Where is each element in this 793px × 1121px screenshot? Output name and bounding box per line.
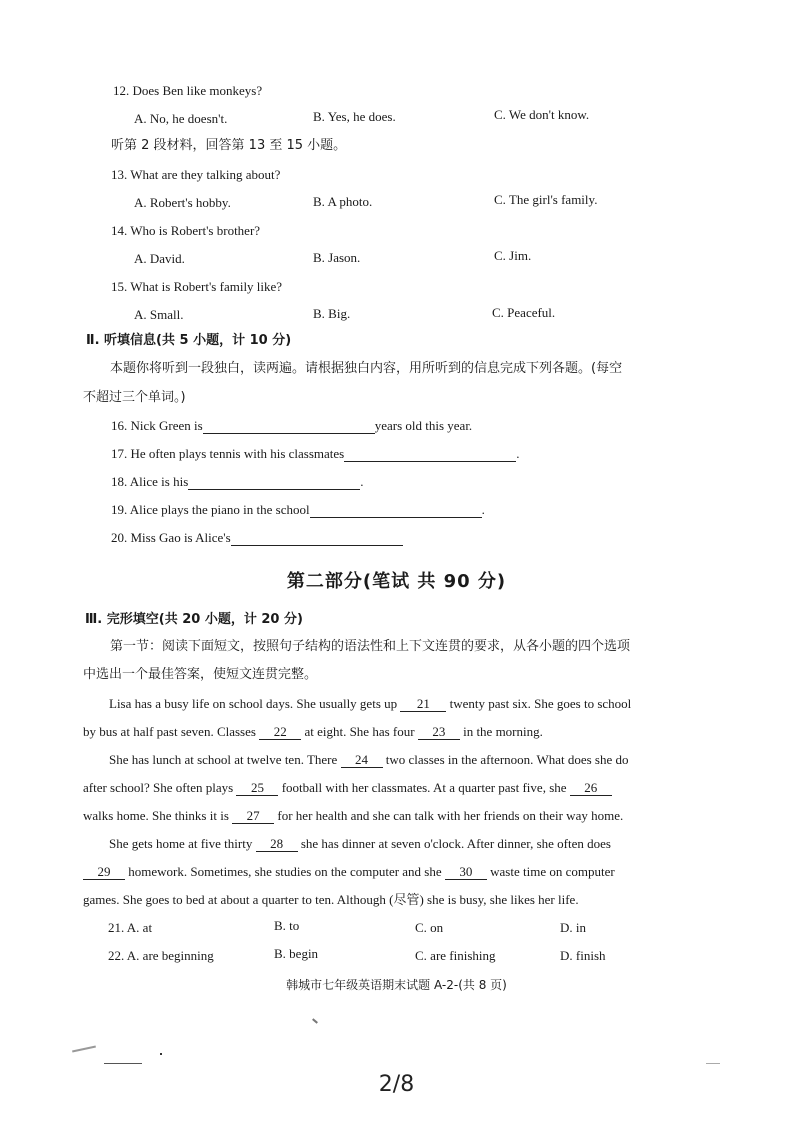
q14-option-c: C. Jim. — [494, 248, 532, 263]
passage-text: for her health and she can talk with her friends on their way home. — [277, 808, 624, 823]
blank-30[interactable]: 30 — [445, 865, 487, 880]
q17 — [111, 446, 520, 462]
part2-title: Ⅱ. 听填信息(共 5 小题，计 10 分) — [86, 333, 292, 348]
q19 — [111, 502, 485, 518]
q22-option-b: B. begin — [274, 946, 319, 961]
q15-option-b: B. Big. — [313, 306, 351, 321]
passage-line-5 — [83, 808, 623, 824]
part3-title: Ⅲ. 完形填空(共 20 小题，计 20 分) — [85, 612, 303, 627]
q13-option-a: A. Robert's hobby. — [134, 195, 231, 210]
q13-stem: 13. What are they talking about? — [111, 167, 281, 182]
q22-option-d: D. finish — [560, 948, 606, 963]
q13-option-c: C. The girl's family. — [494, 192, 598, 207]
passage-text: She gets home at five thirty — [109, 836, 253, 851]
part3-instruction-line1: 第一节：阅读下面短文，按照句子结构的语法性和上下文连贯的要求，从各小题的四个选项 — [110, 639, 631, 654]
q17-text-after: . — [516, 446, 520, 461]
passage-text: waste time on computer — [490, 864, 615, 879]
q16 — [111, 418, 472, 434]
blank-28[interactable]: 28 — [256, 837, 298, 852]
page-number: 2/8 — [378, 1072, 415, 1097]
blank-25[interactable]: 25 — [236, 781, 278, 796]
scan-mark — [72, 1046, 96, 1053]
q21-option-c: C. on — [415, 920, 444, 935]
passage-text: she has dinner at seven o'clock. After dinner, she often does — [300, 836, 611, 851]
passage-text: by bus at half past seven. Classes — [83, 724, 256, 739]
passage-text: Lisa has a busy life on school days. She usually gets up — [109, 696, 398, 711]
q17-text: 17. He often plays tennis with his classmates — [111, 446, 345, 461]
q17-answer-blank[interactable] — [344, 449, 516, 462]
q20-text: 20. Miss Gao is Alice's — [111, 530, 231, 545]
passage-line-8: games. She goes to bed at about a quarter to ten. Although (尽管) she is busy, she likes her life. — [83, 892, 579, 907]
part2-instruction-line2: 不超过三个单词。) — [83, 390, 186, 405]
passage-line-2 — [83, 724, 543, 740]
q22-option-c: C. are finishing — [415, 948, 496, 963]
passage-text: She has lunch at school at twelve ten. There — [109, 752, 338, 767]
q16-text-after: years old this year. — [374, 418, 473, 433]
q14-stem: 14. Who is Robert's brother? — [111, 223, 261, 238]
q15-stem: 15. What is Robert's family like? — [111, 279, 283, 294]
q19-answer-blank[interactable] — [310, 505, 482, 518]
q13-option-b: B. A photo. — [313, 194, 373, 209]
q14-option-b: B. Jason. — [313, 250, 361, 265]
q19-text-after: . — [481, 502, 485, 517]
written-part-header: 第二部分(笔试 共 90 分) — [286, 571, 507, 592]
q12-option-a: A. No, he doesn't. — [134, 111, 228, 126]
blank-26[interactable]: 26 — [570, 781, 612, 796]
q21-option-b: B. to — [274, 918, 300, 933]
blank-23[interactable]: 23 — [418, 725, 460, 740]
q21-option-a: 21. A. at — [108, 920, 153, 935]
q12-option-c: C. We don't know. — [494, 107, 590, 122]
passage-line-1 — [109, 696, 631, 712]
q12-stem: 12. Does Ben like monkeys? — [113, 83, 263, 98]
q20 — [111, 530, 403, 546]
q22-option-a: 22. A. are beginning — [108, 948, 214, 963]
q18 — [111, 474, 364, 490]
passage-text: at eight. She has four — [304, 724, 415, 739]
passage-text: two classes in the afternoon. What does she do — [385, 752, 629, 767]
passage-text: walks home. She thinks it is — [83, 808, 229, 823]
blank-22[interactable]: 22 — [259, 725, 301, 740]
q14-option-a: A. David. — [134, 251, 185, 266]
q15-option-c: C. Peaceful. — [492, 305, 556, 320]
passage-line-7 — [83, 864, 615, 880]
q21-option-d: D. in — [560, 920, 586, 935]
blank-29[interactable]: 29 — [83, 865, 125, 880]
page-footer: 韩城市七年级英语期末试题 A-2-(共 8 页) — [286, 978, 507, 992]
passage-text: after school? She often plays — [83, 780, 234, 795]
blank-21[interactable]: 21 — [400, 697, 446, 712]
q16-answer-blank[interactable] — [203, 421, 375, 434]
q18-answer-blank[interactable] — [188, 477, 360, 490]
scan-mark — [104, 1063, 142, 1064]
q15-option-a: A. Small. — [134, 307, 184, 322]
q20-answer-blank[interactable] — [231, 533, 403, 546]
passage-text: in the morning. — [463, 724, 543, 739]
blank-24[interactable]: 24 — [341, 753, 383, 768]
q12-option-b: B. Yes, he does. — [313, 109, 396, 124]
scan-mark — [160, 1053, 162, 1055]
q18-text: 18. Alice is his — [111, 474, 189, 489]
passage-text: homework. Sometimes, she studies on the computer and she — [128, 864, 442, 879]
q19-text: 19. Alice plays the piano in the school — [111, 502, 310, 517]
passage-line-4 — [83, 780, 612, 796]
section2-instruction: 听第 2 段材料，回答第 13 至 15 小题。 — [111, 138, 347, 153]
q18-text-after: . — [360, 474, 364, 489]
scan-mark — [312, 1018, 318, 1023]
passage-text: football with her classmates. At a quarter past five, she — [281, 780, 567, 795]
part3-instruction-line2: 中选出一个最佳答案，使短文连贯完整。 — [83, 667, 318, 682]
q16-text: 16. Nick Green is — [111, 418, 203, 433]
part2-instruction-line1: 本题你将听到一段独白，读两遍。请根据独白内容，用所听到的信息完成下列各题。(每空 — [110, 361, 623, 376]
scan-mark — [706, 1063, 720, 1064]
passage-line-6 — [109, 836, 611, 852]
passage-text: twenty past six. She goes to school — [449, 696, 632, 711]
blank-27[interactable]: 27 — [232, 809, 274, 824]
passage-line-3 — [109, 752, 629, 768]
